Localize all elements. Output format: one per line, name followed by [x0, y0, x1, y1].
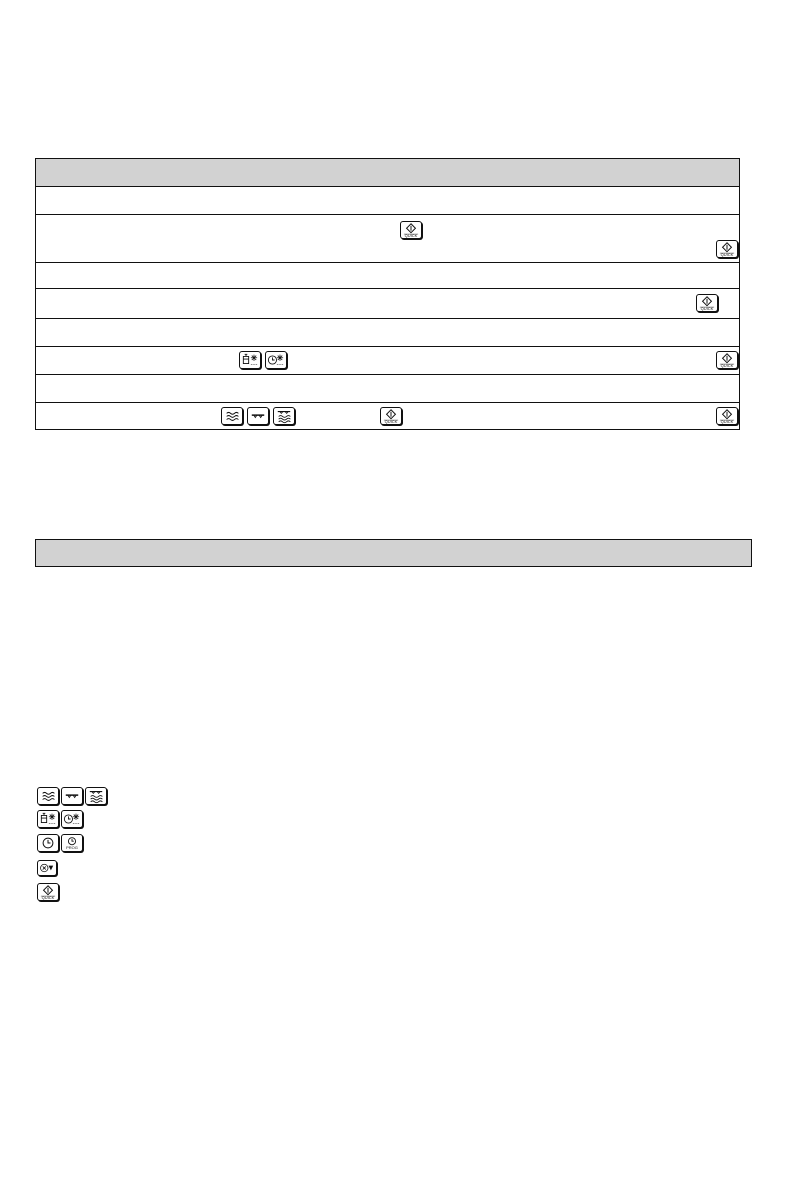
table-row	[36, 403, 739, 431]
section-header-bar	[35, 539, 752, 567]
quick-label: QUICK	[720, 252, 734, 257]
prog-label: PROG	[66, 845, 78, 850]
weight-defrost-button-icon	[37, 810, 59, 828]
clock-button-icon	[37, 834, 59, 852]
start-quick-button-icon	[716, 240, 738, 258]
grill-button-icon	[247, 407, 269, 425]
start-quick-button-icon	[400, 221, 422, 239]
table-row	[36, 319, 739, 347]
table-row	[36, 215, 739, 263]
quick-label: QUICK	[384, 419, 398, 424]
quick-label: QUICK	[41, 895, 55, 900]
quick-label: QUICK	[404, 233, 418, 238]
table-row	[36, 375, 739, 403]
start-quick-button-icon	[716, 351, 738, 369]
table-header	[36, 159, 739, 187]
combi-button-icon	[85, 787, 107, 805]
grill-button-icon	[61, 787, 83, 805]
combi-button-icon	[273, 407, 295, 425]
time-defrost-button-icon	[61, 810, 83, 828]
start-quick-button-icon	[716, 407, 738, 425]
quick-label: QUICK	[720, 363, 734, 368]
prog-button-icon	[61, 834, 83, 852]
start-quick-button-icon	[380, 407, 402, 425]
table-row	[36, 347, 739, 375]
microwave-button-icon	[221, 407, 243, 425]
table-row	[36, 289, 739, 319]
weight-defrost-button-icon	[239, 351, 261, 369]
stop-button-icon	[37, 860, 57, 876]
quick-label: QUICK	[700, 306, 714, 311]
microwave-button-icon	[37, 787, 59, 805]
time-defrost-button-icon	[265, 351, 287, 369]
steps-table	[35, 158, 740, 430]
table-row	[36, 263, 739, 289]
quick-label: QUICK	[720, 419, 734, 424]
start-quick-button-icon	[37, 883, 59, 901]
start-quick-button-icon	[696, 294, 718, 312]
table-row	[36, 187, 739, 215]
